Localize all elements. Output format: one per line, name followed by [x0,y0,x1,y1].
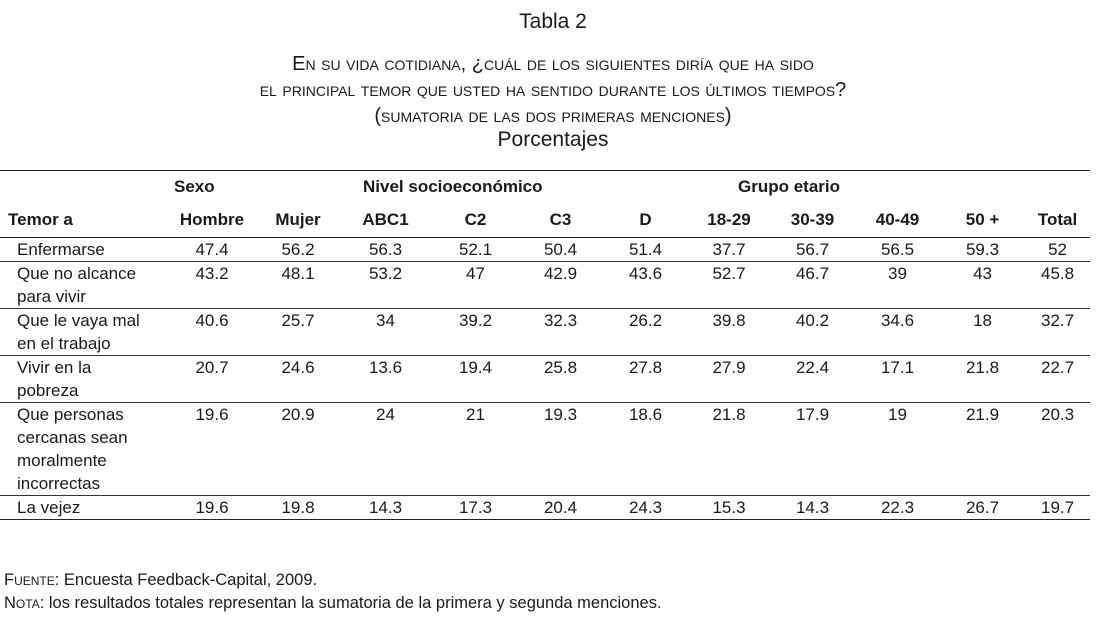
value-cell: 20.4 [543,498,578,517]
row-label [0,356,166,403]
value-cell: 52.1 [458,240,493,259]
value-cell: 45.8 [1040,264,1075,283]
value-cell: 24.6 [281,358,315,377]
value-cell: 43.6 [628,264,663,283]
value-cell: 25.8 [543,358,578,377]
value-cell: 46.7 [795,264,830,283]
data-table [0,170,1090,520]
value-cell: 43.2 [195,264,229,283]
empty-total-group-cell [1025,171,1090,204]
value-cell: 34 [376,311,395,330]
value-cell: 17.3 [458,498,493,517]
row-label-line: moralmente [17,451,107,470]
value-cell: 24.3 [628,498,663,517]
value-cell: 39 [888,264,907,283]
value-cell: 20.3 [1040,405,1075,424]
value-cell: 59.3 [965,240,1000,259]
value-cell: 19 [888,405,907,424]
col-header-c2: C2 [464,210,487,229]
value-cell: 52 [1048,240,1067,259]
value-cell: 19.6 [195,498,229,517]
col-header-c3: C3 [549,210,572,229]
row-label-line: cercanas sean [17,428,128,447]
col-header-50-plus: 50 + [965,210,1000,229]
source-label: Fuente [4,571,55,589]
row-label-line: Que le vaya mal [17,311,140,330]
value-cell: 19.6 [195,405,229,424]
row-label [0,403,166,496]
value-cell: 34.6 [880,311,915,330]
value-cell: 52.7 [712,264,746,283]
value-cell: 20.9 [281,405,315,424]
row-label [0,262,166,309]
col-header-temor-a: Temor a [8,210,73,229]
value-cell: 56.3 [368,240,403,259]
col-header-18-29: 18-29 [707,210,751,229]
value-cell: 14.3 [368,498,403,517]
col-header-d: D [639,210,652,229]
row-label-line: Vivir en la [17,358,92,377]
table-row [0,356,1090,403]
question-line-2: el principal temor que usted ha sentido durante los últimos tiempos? [259,79,847,101]
question-line-1: En su vida cotidiana, ¿cuál de los siguientes diría que ha sido [292,53,814,75]
value-cell: 19.7 [1040,498,1075,517]
value-cell: 27.8 [628,358,663,377]
column-header-row [0,203,1090,238]
value-cell: 21.8 [712,405,746,424]
value-cell: 24 [376,405,395,424]
value-cell: 21 [466,405,485,424]
value-cell: 21.8 [965,358,1000,377]
value-cell: 37.7 [712,240,746,259]
value-cell: 22.4 [795,358,830,377]
value-cell: 17.1 [880,358,915,377]
value-cell: 40.2 [795,311,830,330]
col-header-mujer: Mujer [275,210,321,229]
group-nivel-socioeconomico: Nivel socioeconómico [363,177,543,196]
value-cell: 40.6 [195,311,229,330]
value-cell: 50.4 [543,240,578,259]
value-cell: 47 [466,264,485,283]
value-cell: 27.9 [712,358,746,377]
row-label-line: en el trabajo [17,334,111,353]
group-sexo: Sexo [174,177,215,196]
group-header-row [0,171,1090,204]
row-label-line: La vejez [17,498,81,517]
value-cell: 47.4 [195,240,229,259]
col-header-total: Total [1037,210,1078,229]
value-cell: 32.3 [543,311,578,330]
value-cell: 19.8 [281,498,315,517]
value-cell: 53.2 [368,264,403,283]
table-row [0,403,1090,496]
source-note [4,571,317,590]
value-cell: 39.2 [458,311,493,330]
note-label: Nota [4,594,40,612]
value-cell: 18 [973,311,992,330]
value-cell: 56.2 [281,240,315,259]
col-header-40-49: 40-49 [875,210,920,229]
empty-group-cell [0,171,166,204]
units-label: Porcentajes [497,128,609,151]
row-label [0,496,166,520]
value-cell: 19.3 [543,405,578,424]
value-cell: 21.9 [965,405,1000,424]
value-cell: 42.9 [543,264,578,283]
value-cell: 56.7 [795,240,830,259]
col-header-hombre: Hombre [179,210,245,229]
row-label-line: para vivir [17,287,86,306]
value-cell: 25.7 [281,311,315,330]
value-cell: 18.6 [628,405,663,424]
footnote [4,594,662,613]
group-grupo-etario: Grupo etario [738,177,841,196]
value-cell: 32.7 [1040,311,1075,330]
row-label-line: pobreza [17,381,79,400]
value-cell: 22.7 [1040,358,1075,377]
table-row [0,262,1090,309]
value-cell: 26.2 [628,311,663,330]
value-cell: 19.4 [458,358,493,377]
row-label-line: Enfermarse [17,240,105,259]
table-title: Tabla 2 [519,10,587,33]
value-cell: 17.9 [795,405,830,424]
value-cell: 22.3 [880,498,915,517]
question-line-3: (sumatoria de las dos primeras menciones) [374,105,732,127]
table-row [0,496,1090,520]
value-cell: 26.7 [965,498,1000,517]
table-row [0,238,1090,262]
table-row [0,309,1090,356]
row-label-line: incorrectas [17,474,101,493]
value-cell: 51.4 [628,240,663,259]
value-cell: 56.5 [880,240,915,259]
row-label [0,309,166,356]
source-text: : Encuesta Feedback-Capital, 2009. [54,571,318,589]
value-cell: 20.7 [195,358,229,377]
row-label-line: Que no alcance [17,264,137,283]
row-label [0,238,166,262]
value-cell: 14.3 [795,498,830,517]
note-text: : los resultados totales representan la sumatoria de la primera y segunda menciones. [39,594,662,612]
col-header-abc1: ABC1 [362,210,409,229]
row-label-line: Que personas [17,405,124,424]
col-header-30-39: 30-39 [790,210,835,229]
value-cell: 15.3 [712,498,746,517]
value-cell: 13.6 [368,358,403,377]
value-cell: 43 [973,264,992,283]
value-cell: 39.8 [712,311,746,330]
value-cell: 48.1 [281,264,315,283]
